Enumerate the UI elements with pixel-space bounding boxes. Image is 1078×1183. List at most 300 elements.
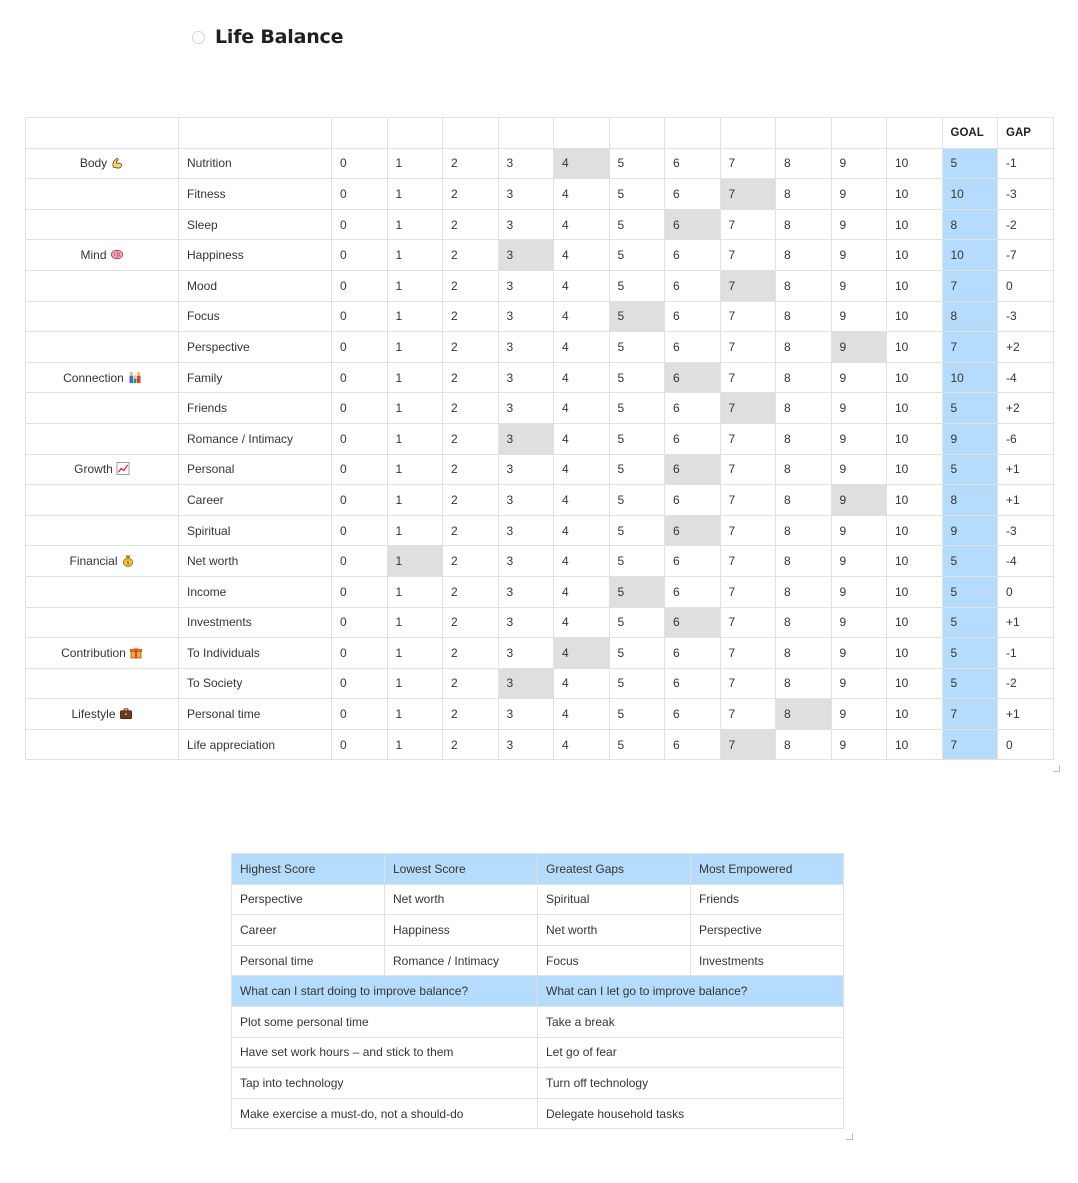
highest-score-header[interactable]: Highest Score (232, 854, 385, 885)
category-cell[interactable] (26, 576, 179, 607)
score-option-cell[interactable]: 3 (498, 179, 554, 210)
score-option-cell[interactable]: 0 (332, 729, 388, 760)
score-option-cell[interactable]: 5 (609, 393, 665, 424)
score-option-cell[interactable]: 8 (776, 546, 832, 577)
score-option-cell[interactable]: 5 (609, 485, 665, 516)
table-cell[interactable] (887, 118, 943, 149)
score-option-cell[interactable]: 7 (720, 148, 776, 179)
score-option-cell[interactable]: 2 (443, 485, 499, 516)
score-option-cell[interactable]: 3 (498, 148, 554, 179)
score-option-cell[interactable]: 8 (776, 454, 832, 485)
goal-cell[interactable]: 5 (942, 148, 998, 179)
score-option-cell[interactable]: 2 (443, 699, 499, 730)
score-option-cell[interactable]: 10 (887, 485, 943, 516)
score-option-cell[interactable]: 4 (554, 393, 610, 424)
life-area-cell[interactable]: Career (179, 485, 332, 516)
goal-cell[interactable]: 5 (942, 454, 998, 485)
life-area-cell[interactable]: Family (179, 362, 332, 393)
score-option-cell[interactable]: 4 (554, 148, 610, 179)
score-option-cell[interactable]: 6 (665, 240, 721, 271)
gap-cell[interactable]: +1 (998, 607, 1054, 638)
score-option-cell[interactable]: 8 (776, 179, 832, 210)
goal-cell[interactable]: 5 (942, 576, 998, 607)
summary-cell[interactable]: Romance / Intimacy (385, 945, 538, 976)
score-option-cell[interactable]: 4 (554, 423, 610, 454)
score-option-cell[interactable]: 0 (332, 546, 388, 577)
goal-cell[interactable]: 9 (942, 515, 998, 546)
let-go-cell[interactable]: Let go of fear (538, 1037, 844, 1068)
score-option-cell[interactable]: 6 (665, 638, 721, 669)
score-option-cell[interactable]: 1 (387, 638, 443, 669)
gap-cell[interactable]: +1 (998, 699, 1054, 730)
life-area-cell[interactable]: Mood (179, 270, 332, 301)
score-option-cell[interactable]: 0 (332, 179, 388, 210)
score-option-cell[interactable]: 2 (443, 393, 499, 424)
score-option-cell[interactable]: 8 (776, 485, 832, 516)
score-option-cell[interactable]: 8 (776, 729, 832, 760)
score-option-cell[interactable]: 5 (609, 668, 665, 699)
life-area-cell[interactable]: Personal time (179, 699, 332, 730)
score-option-cell[interactable]: 10 (887, 393, 943, 424)
table-cell[interactable] (665, 118, 721, 149)
score-option-cell[interactable]: 0 (332, 454, 388, 485)
score-option-cell[interactable]: 6 (665, 209, 721, 240)
score-option-cell[interactable]: 9 (831, 179, 887, 210)
score-option-cell[interactable]: 9 (831, 240, 887, 271)
score-option-cell[interactable]: 0 (332, 148, 388, 179)
score-option-cell[interactable]: 7 (720, 454, 776, 485)
score-option-cell[interactable]: 1 (387, 729, 443, 760)
greatest-gaps-header[interactable]: Greatest Gaps (538, 854, 691, 885)
score-option-cell[interactable]: 6 (665, 301, 721, 332)
score-option-cell[interactable]: 8 (776, 668, 832, 699)
score-table-resize-handle[interactable] (1052, 764, 1061, 773)
goal-cell[interactable]: 8 (942, 209, 998, 240)
score-option-cell[interactable]: 2 (443, 454, 499, 485)
score-option-cell[interactable]: 8 (776, 301, 832, 332)
score-option-cell[interactable]: 4 (554, 301, 610, 332)
score-option-cell[interactable]: 7 (720, 607, 776, 638)
score-option-cell[interactable]: 1 (387, 546, 443, 577)
start-doing-cell[interactable]: Make exercise a must-do, not a should-do (232, 1098, 538, 1129)
score-option-cell[interactable]: 2 (443, 270, 499, 301)
goal-cell[interactable]: 10 (942, 362, 998, 393)
category-cell[interactable] (26, 638, 179, 669)
score-option-cell[interactable]: 5 (609, 270, 665, 301)
score-option-cell[interactable]: 7 (720, 362, 776, 393)
life-area-cell[interactable]: Net worth (179, 546, 332, 577)
score-option-cell[interactable]: 0 (332, 393, 388, 424)
score-option-cell[interactable]: 1 (387, 699, 443, 730)
life-area-cell[interactable]: Sleep (179, 209, 332, 240)
score-option-cell[interactable]: 6 (665, 515, 721, 546)
score-option-cell[interactable]: 10 (887, 362, 943, 393)
start-doing-cell[interactable]: Have set work hours – and stick to them (232, 1037, 538, 1068)
score-option-cell[interactable]: 6 (665, 423, 721, 454)
score-option-cell[interactable]: 9 (831, 607, 887, 638)
score-option-cell[interactable]: 2 (443, 668, 499, 699)
goal-cell[interactable]: 8 (942, 301, 998, 332)
goal-column-header[interactable]: GOAL (942, 118, 998, 149)
score-option-cell[interactable]: 10 (887, 179, 943, 210)
score-option-cell[interactable]: 3 (498, 209, 554, 240)
score-option-cell[interactable]: 5 (609, 179, 665, 210)
score-option-cell[interactable]: 9 (831, 729, 887, 760)
summary-cell[interactable]: Net worth (385, 884, 538, 915)
summary-cell[interactable]: Spiritual (538, 884, 691, 915)
score-option-cell[interactable]: 7 (720, 270, 776, 301)
category-cell[interactable] (26, 607, 179, 638)
score-option-cell[interactable]: 9 (831, 148, 887, 179)
score-option-cell[interactable]: 4 (554, 454, 610, 485)
gap-cell[interactable]: -2 (998, 209, 1054, 240)
goal-cell[interactable]: 5 (942, 668, 998, 699)
score-option-cell[interactable]: 4 (554, 576, 610, 607)
gap-cell[interactable]: +2 (998, 332, 1054, 363)
score-option-cell[interactable]: 10 (887, 423, 943, 454)
summary-cell[interactable]: Perspective (232, 884, 385, 915)
score-option-cell[interactable]: 1 (387, 576, 443, 607)
score-option-cell[interactable]: 4 (554, 485, 610, 516)
score-option-cell[interactable]: 10 (887, 332, 943, 363)
score-option-cell[interactable]: 2 (443, 607, 499, 638)
score-option-cell[interactable]: 10 (887, 454, 943, 485)
page-icon-placeholder[interactable] (192, 31, 205, 44)
score-option-cell[interactable]: 2 (443, 576, 499, 607)
score-option-cell[interactable]: 1 (387, 485, 443, 516)
score-option-cell[interactable]: 9 (831, 423, 887, 454)
score-option-cell[interactable]: 1 (387, 270, 443, 301)
score-option-cell[interactable]: 1 (387, 423, 443, 454)
score-option-cell[interactable]: 0 (332, 270, 388, 301)
score-option-cell[interactable]: 0 (332, 209, 388, 240)
score-option-cell[interactable]: 8 (776, 393, 832, 424)
score-option-cell[interactable]: 5 (609, 515, 665, 546)
score-option-cell[interactable]: 10 (887, 515, 943, 546)
table-cell[interactable] (831, 118, 887, 149)
score-option-cell[interactable]: 4 (554, 668, 610, 699)
goal-cell[interactable]: 7 (942, 699, 998, 730)
score-option-cell[interactable]: 6 (665, 729, 721, 760)
score-option-cell[interactable]: 3 (498, 270, 554, 301)
score-option-cell[interactable]: 10 (887, 729, 943, 760)
category-cell[interactable] (26, 454, 179, 485)
score-option-cell[interactable]: 10 (887, 668, 943, 699)
score-option-cell[interactable]: 8 (776, 362, 832, 393)
score-option-cell[interactable]: 6 (665, 393, 721, 424)
let-go-cell[interactable]: Turn off technology (538, 1068, 844, 1099)
score-option-cell[interactable]: 9 (831, 270, 887, 301)
gap-cell[interactable]: -1 (998, 638, 1054, 669)
score-option-cell[interactable]: 2 (443, 729, 499, 760)
category-cell[interactable] (26, 301, 179, 332)
score-option-cell[interactable]: 6 (665, 485, 721, 516)
score-option-cell[interactable]: 2 (443, 301, 499, 332)
score-option-cell[interactable]: 6 (665, 332, 721, 363)
table-cell[interactable] (443, 118, 499, 149)
life-area-cell[interactable]: Investments (179, 607, 332, 638)
gap-cell[interactable]: -3 (998, 515, 1054, 546)
goal-cell[interactable]: 5 (942, 393, 998, 424)
gap-cell[interactable]: 0 (998, 576, 1054, 607)
score-option-cell[interactable]: 0 (332, 362, 388, 393)
score-option-cell[interactable]: 7 (720, 668, 776, 699)
category-cell[interactable] (26, 729, 179, 760)
goal-cell[interactable]: 10 (942, 240, 998, 271)
score-option-cell[interactable]: 7 (720, 546, 776, 577)
gap-cell[interactable]: -3 (998, 179, 1054, 210)
score-option-cell[interactable]: 2 (443, 332, 499, 363)
most-empowered-header[interactable]: Most Empowered (691, 854, 844, 885)
score-option-cell[interactable]: 0 (332, 301, 388, 332)
goal-cell[interactable]: 7 (942, 270, 998, 301)
score-option-cell[interactable]: 3 (498, 699, 554, 730)
score-option-cell[interactable]: 6 (665, 454, 721, 485)
score-option-cell[interactable]: 10 (887, 209, 943, 240)
score-option-cell[interactable]: 9 (831, 576, 887, 607)
score-option-cell[interactable]: 5 (609, 546, 665, 577)
score-option-cell[interactable]: 1 (387, 607, 443, 638)
gap-cell[interactable]: +2 (998, 393, 1054, 424)
score-option-cell[interactable]: 7 (720, 393, 776, 424)
goal-cell[interactable]: 5 (942, 638, 998, 669)
life-area-cell[interactable]: Perspective (179, 332, 332, 363)
score-option-cell[interactable]: 2 (443, 179, 499, 210)
score-option-cell[interactable]: 1 (387, 362, 443, 393)
gap-cell[interactable]: 0 (998, 270, 1054, 301)
score-option-cell[interactable]: 0 (332, 515, 388, 546)
life-area-cell[interactable]: Romance / Intimacy (179, 423, 332, 454)
score-option-cell[interactable]: 8 (776, 607, 832, 638)
category-cell[interactable] (26, 209, 179, 240)
category-cell[interactable] (26, 393, 179, 424)
score-option-cell[interactable]: 7 (720, 515, 776, 546)
score-option-cell[interactable]: 2 (443, 240, 499, 271)
category-cell[interactable] (26, 668, 179, 699)
score-option-cell[interactable]: 2 (443, 148, 499, 179)
score-option-cell[interactable]: 0 (332, 607, 388, 638)
score-option-cell[interactable]: 3 (498, 546, 554, 577)
score-option-cell[interactable]: 5 (609, 209, 665, 240)
score-option-cell[interactable]: 5 (609, 454, 665, 485)
category-cell[interactable] (26, 332, 179, 363)
table-cell[interactable] (554, 118, 610, 149)
score-option-cell[interactable]: 9 (831, 515, 887, 546)
score-option-cell[interactable]: 1 (387, 301, 443, 332)
score-option-cell[interactable]: 8 (776, 699, 832, 730)
score-option-cell[interactable]: 7 (720, 638, 776, 669)
score-option-cell[interactable]: 3 (498, 332, 554, 363)
summary-cell[interactable]: Focus (538, 945, 691, 976)
score-option-cell[interactable]: 7 (720, 179, 776, 210)
score-option-cell[interactable]: 9 (831, 454, 887, 485)
score-option-cell[interactable]: 5 (609, 332, 665, 363)
score-option-cell[interactable]: 4 (554, 638, 610, 669)
score-option-cell[interactable]: 10 (887, 638, 943, 669)
score-option-cell[interactable]: 7 (720, 209, 776, 240)
life-area-cell[interactable]: To Society (179, 668, 332, 699)
gap-cell[interactable]: 0 (998, 729, 1054, 760)
gap-cell[interactable]: -6 (998, 423, 1054, 454)
category-cell[interactable] (26, 485, 179, 516)
score-option-cell[interactable]: 3 (498, 240, 554, 271)
score-option-cell[interactable]: 5 (609, 607, 665, 638)
score-option-cell[interactable]: 2 (443, 423, 499, 454)
score-option-cell[interactable]: 5 (609, 729, 665, 760)
let-go-header[interactable]: What can I let go to improve balance? (538, 976, 844, 1007)
score-option-cell[interactable]: 3 (498, 485, 554, 516)
category-cell[interactable] (26, 179, 179, 210)
start-doing-cell[interactable]: Plot some personal time (232, 1006, 538, 1037)
score-option-cell[interactable]: 6 (665, 270, 721, 301)
score-option-cell[interactable]: 5 (609, 576, 665, 607)
gap-cell[interactable]: -3 (998, 301, 1054, 332)
score-option-cell[interactable]: 9 (831, 638, 887, 669)
score-option-cell[interactable]: 3 (498, 301, 554, 332)
summary-table-resize-handle[interactable] (845, 1132, 854, 1141)
score-option-cell[interactable]: 7 (720, 301, 776, 332)
score-option-cell[interactable]: 7 (720, 332, 776, 363)
score-option-cell[interactable]: 6 (665, 668, 721, 699)
score-option-cell[interactable]: 7 (720, 729, 776, 760)
table-cell[interactable] (332, 118, 388, 149)
table-cell[interactable] (179, 118, 332, 149)
score-option-cell[interactable]: 10 (887, 240, 943, 271)
table-cell[interactable] (776, 118, 832, 149)
score-option-cell[interactable]: 3 (498, 576, 554, 607)
let-go-cell[interactable]: Delegate household tasks (538, 1098, 844, 1129)
table-cell[interactable] (26, 118, 179, 149)
goal-cell[interactable]: 7 (942, 332, 998, 363)
score-option-cell[interactable]: 4 (554, 607, 610, 638)
score-option-cell[interactable]: 4 (554, 362, 610, 393)
score-option-cell[interactable]: 5 (609, 362, 665, 393)
score-option-cell[interactable]: 2 (443, 362, 499, 393)
lowest-score-header[interactable]: Lowest Score (385, 854, 538, 885)
score-option-cell[interactable]: 9 (831, 393, 887, 424)
score-option-cell[interactable]: 10 (887, 607, 943, 638)
gap-cell[interactable]: -4 (998, 546, 1054, 577)
life-area-cell[interactable]: Friends (179, 393, 332, 424)
category-cell[interactable] (26, 148, 179, 179)
score-option-cell[interactable]: 6 (665, 362, 721, 393)
category-cell[interactable] (26, 240, 179, 271)
score-option-cell[interactable]: 3 (498, 638, 554, 669)
score-option-cell[interactable]: 3 (498, 362, 554, 393)
life-area-cell[interactable]: Life appreciation (179, 729, 332, 760)
score-option-cell[interactable]: 8 (776, 576, 832, 607)
score-option-cell[interactable]: 8 (776, 515, 832, 546)
score-option-cell[interactable]: 8 (776, 638, 832, 669)
score-option-cell[interactable]: 7 (720, 423, 776, 454)
score-option-cell[interactable]: 0 (332, 699, 388, 730)
score-option-cell[interactable]: 3 (498, 454, 554, 485)
category-cell[interactable] (26, 699, 179, 730)
score-option-cell[interactable]: 5 (609, 423, 665, 454)
goal-cell[interactable]: 7 (942, 729, 998, 760)
life-area-cell[interactable]: Happiness (179, 240, 332, 271)
score-option-cell[interactable]: 5 (609, 148, 665, 179)
score-option-cell[interactable]: 9 (831, 301, 887, 332)
score-option-cell[interactable]: 0 (332, 668, 388, 699)
score-option-cell[interactable]: 9 (831, 546, 887, 577)
score-option-cell[interactable]: 4 (554, 240, 610, 271)
goal-cell[interactable]: 9 (942, 423, 998, 454)
score-option-cell[interactable]: 7 (720, 699, 776, 730)
score-option-cell[interactable]: 5 (609, 240, 665, 271)
life-area-cell[interactable]: Focus (179, 301, 332, 332)
score-option-cell[interactable]: 9 (831, 209, 887, 240)
score-option-cell[interactable]: 10 (887, 148, 943, 179)
score-option-cell[interactable]: 4 (554, 699, 610, 730)
score-option-cell[interactable]: 1 (387, 332, 443, 363)
score-option-cell[interactable]: 8 (776, 240, 832, 271)
score-option-cell[interactable]: 10 (887, 301, 943, 332)
summary-cell[interactable]: Perspective (691, 915, 844, 946)
start-doing-cell[interactable]: Tap into technology (232, 1068, 538, 1099)
goal-cell[interactable]: 5 (942, 546, 998, 577)
score-option-cell[interactable]: 9 (831, 332, 887, 363)
score-option-cell[interactable]: 6 (665, 546, 721, 577)
life-area-cell[interactable]: Income (179, 576, 332, 607)
life-area-cell[interactable]: Nutrition (179, 148, 332, 179)
score-option-cell[interactable]: 10 (887, 699, 943, 730)
score-option-cell[interactable]: 1 (387, 393, 443, 424)
goal-cell[interactable]: 10 (942, 179, 998, 210)
gap-cell[interactable]: -7 (998, 240, 1054, 271)
gap-cell[interactable]: +1 (998, 454, 1054, 485)
score-option-cell[interactable]: 1 (387, 209, 443, 240)
score-option-cell[interactable]: 1 (387, 668, 443, 699)
score-option-cell[interactable]: 4 (554, 179, 610, 210)
score-option-cell[interactable]: 2 (443, 515, 499, 546)
score-option-cell[interactable]: 7 (720, 485, 776, 516)
score-option-cell[interactable]: 4 (554, 332, 610, 363)
summary-cell[interactable]: Friends (691, 884, 844, 915)
category-cell[interactable] (26, 515, 179, 546)
score-option-cell[interactable]: 9 (831, 485, 887, 516)
table-cell[interactable] (609, 118, 665, 149)
score-option-cell[interactable]: 5 (609, 699, 665, 730)
score-option-cell[interactable]: 8 (776, 270, 832, 301)
score-option-cell[interactable]: 4 (554, 515, 610, 546)
score-option-cell[interactable]: 7 (720, 240, 776, 271)
score-option-cell[interactable]: 0 (332, 240, 388, 271)
score-option-cell[interactable]: 6 (665, 699, 721, 730)
table-cell[interactable] (387, 118, 443, 149)
table-cell[interactable] (498, 118, 554, 149)
score-option-cell[interactable]: 9 (831, 362, 887, 393)
score-option-cell[interactable]: 10 (887, 576, 943, 607)
score-option-cell[interactable]: 8 (776, 332, 832, 363)
category-cell[interactable] (26, 423, 179, 454)
goal-cell[interactable]: 8 (942, 485, 998, 516)
score-option-cell[interactable]: 10 (887, 270, 943, 301)
score-option-cell[interactable]: 6 (665, 148, 721, 179)
summary-cell[interactable]: Happiness (385, 915, 538, 946)
score-option-cell[interactable]: 4 (554, 729, 610, 760)
score-option-cell[interactable]: 3 (498, 393, 554, 424)
let-go-cell[interactable]: Take a break (538, 1006, 844, 1037)
gap-cell[interactable]: +1 (998, 485, 1054, 516)
score-option-cell[interactable]: 8 (776, 148, 832, 179)
score-option-cell[interactable]: 0 (332, 485, 388, 516)
score-option-cell[interactable]: 0 (332, 638, 388, 669)
summary-cell[interactable]: Investments (691, 945, 844, 976)
score-option-cell[interactable]: 3 (498, 423, 554, 454)
score-option-cell[interactable]: 4 (554, 209, 610, 240)
score-option-cell[interactable]: 6 (665, 607, 721, 638)
